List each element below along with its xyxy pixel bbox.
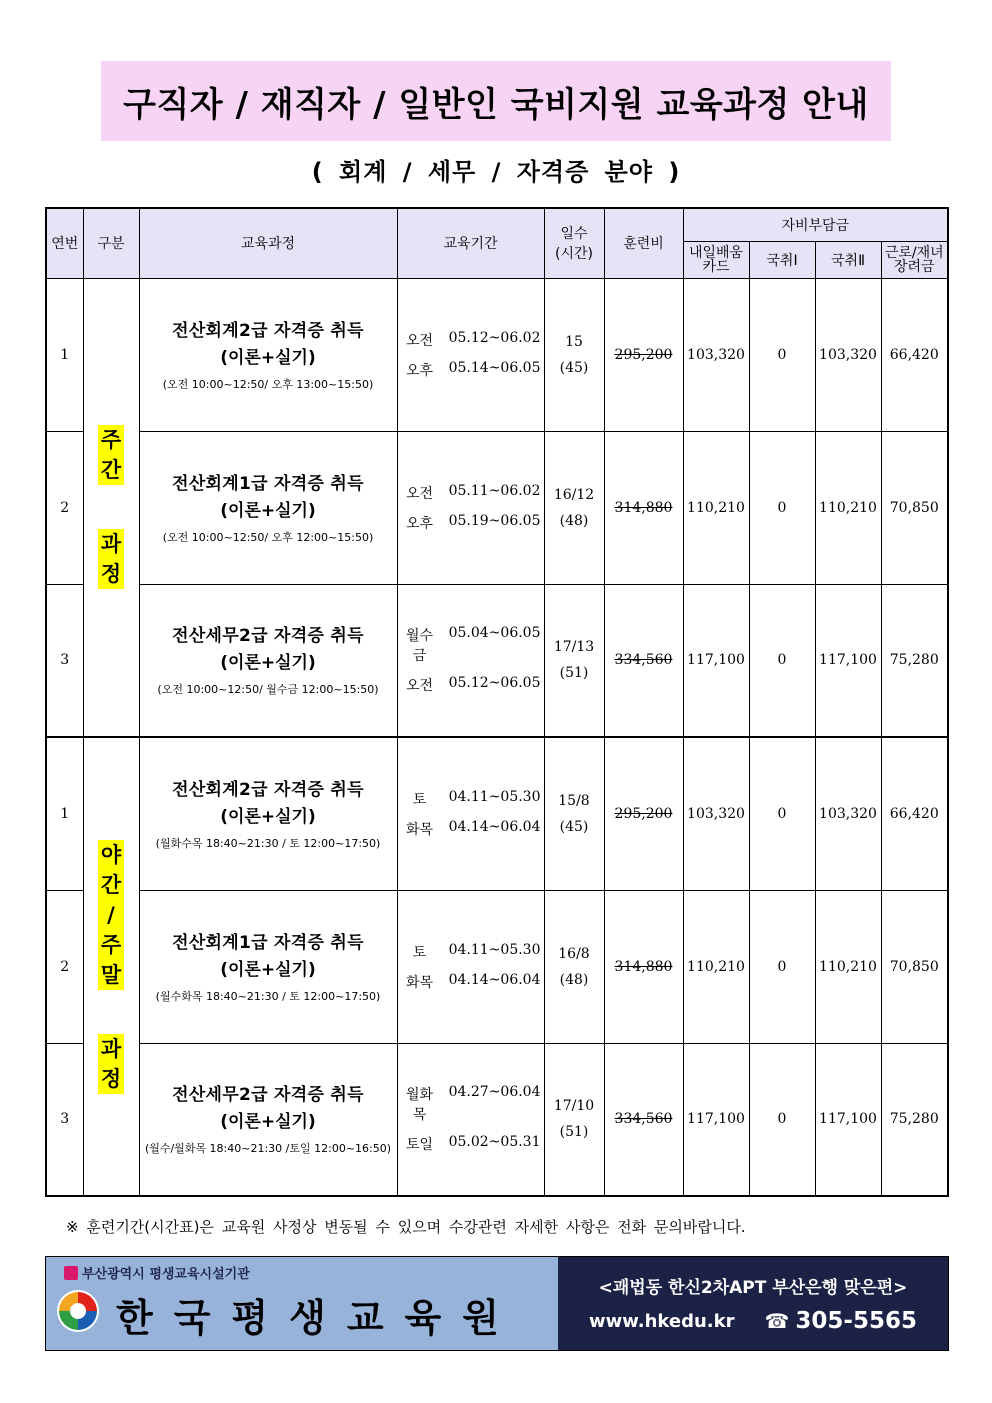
- night_group-char: 과: [98, 1034, 124, 1064]
- course-cell: [139, 278, 397, 431]
- contact-info: [589, 1308, 917, 1334]
- course-name: 전산회계1급 자격증 취득: [172, 932, 364, 953]
- course-subtitle: (이론+실기): [220, 1112, 316, 1133]
- header-days-sub: (시간): [555, 246, 593, 263]
- fee-cell: [604, 1043, 683, 1196]
- k2-value: 110,210: [815, 431, 881, 584]
- course-name: 전산세무2급 자격증 취득: [172, 626, 364, 647]
- period-row: [401, 1134, 541, 1154]
- k1-value: 0: [749, 278, 815, 431]
- header-days-label: 일수: [560, 226, 588, 243]
- work-value: 70,850: [881, 890, 948, 1043]
- days-cell: [544, 890, 604, 1043]
- day_group-char: 정: [98, 559, 124, 589]
- header-card-line2: 카드: [702, 258, 730, 275]
- period-date: 05.04~06.05: [448, 625, 541, 642]
- period-cell: [397, 278, 544, 431]
- fee-value: 334,560: [614, 652, 673, 669]
- fee-cell: [604, 278, 683, 431]
- course-name: 전산회계2급 자격증 취득: [172, 779, 364, 800]
- course-subtitle: (이론+실기): [220, 347, 316, 368]
- work-value: 66,420: [881, 278, 948, 431]
- period-list: [398, 330, 544, 380]
- days-cell: [544, 737, 604, 890]
- days-list: [545, 639, 604, 681]
- header-course: 교육과정: [139, 208, 397, 278]
- period-date: 04.27~06.04: [448, 1084, 541, 1101]
- period-row: [401, 675, 541, 695]
- k1-value: 0: [749, 890, 815, 1043]
- day_group-label: [98, 425, 124, 589]
- night_group-label: [98, 840, 124, 1094]
- days-value: 17/13: [553, 639, 595, 656]
- footer-right: [558, 1257, 948, 1350]
- card-value: 110,210: [683, 431, 749, 584]
- period-row: [401, 483, 541, 503]
- period-list: [398, 625, 544, 695]
- period-row: [401, 330, 541, 350]
- night_group-char: 주: [98, 930, 124, 960]
- period-label: 오전: [406, 485, 434, 502]
- footer-left: [46, 1257, 558, 1350]
- organization-name: 한국평생교육원: [116, 1296, 520, 1340]
- hours-value: (45): [559, 818, 589, 835]
- course-time: (오전 10:00~12:50/ 오후 13:00~15:50): [162, 377, 374, 391]
- table-row: [46, 737, 948, 890]
- period-date: 04.11~05.30: [448, 788, 541, 805]
- period-date: 05.11~06.02: [448, 482, 541, 499]
- course-name: 전산회계2급 자격증 취득: [172, 320, 364, 341]
- header-work-line1: 근로/재녀: [884, 244, 944, 261]
- fee-value: 295,200: [614, 805, 673, 822]
- period-date: 05.02~05.31: [448, 1134, 541, 1151]
- days-list: [545, 334, 604, 376]
- days-cell: [544, 1043, 604, 1196]
- period-label: 월수금: [406, 628, 434, 665]
- period-row: [401, 789, 541, 809]
- phone-icon: ☎: [764, 1309, 790, 1333]
- day_group-char: 주: [98, 425, 124, 455]
- period-date: 04.14~06.04: [448, 818, 541, 835]
- period-list: [398, 942, 544, 992]
- card-value: 110,210: [683, 890, 749, 1043]
- phone-text: 305-5565: [795, 1308, 917, 1334]
- period-row: [401, 513, 541, 533]
- fee-cell: [604, 584, 683, 737]
- row-number: 3: [46, 584, 83, 737]
- hours-value: (48): [559, 512, 589, 529]
- title-banner: [101, 61, 891, 141]
- row-number: 2: [46, 890, 83, 1043]
- course-time: (월수화목 18:40~21:30 / 토 12:00~17:50): [155, 989, 381, 1003]
- table-row: [46, 584, 948, 737]
- fee-value: 314,880: [614, 958, 673, 975]
- hours-value: (48): [559, 971, 589, 988]
- row-number: 2: [46, 431, 83, 584]
- table-row: [46, 890, 948, 1043]
- table-row: [46, 1043, 948, 1196]
- phone-number[interactable]: [764, 1308, 917, 1334]
- table-row: [46, 431, 948, 584]
- course-cell: [139, 584, 397, 737]
- institute-logo-icon: [56, 1289, 100, 1333]
- card-value: 117,100: [683, 1043, 749, 1196]
- header-period: 교육기간: [397, 208, 544, 278]
- period-list: [398, 789, 544, 839]
- row-number: 1: [46, 737, 83, 890]
- course-name: 전산회계1급 자격증 취득: [172, 473, 364, 494]
- course-cell: [139, 890, 397, 1043]
- header-category: 구분: [83, 208, 139, 278]
- course-subtitle: (이론+실기): [220, 653, 316, 674]
- night_group-char: 말: [98, 960, 124, 990]
- work-value: 70,850: [881, 431, 948, 584]
- hours-value: (45): [559, 359, 589, 376]
- course-cell: [139, 1043, 397, 1196]
- course-name: 전산세무2급 자격증 취득: [172, 1085, 364, 1106]
- k2-value: 103,320: [815, 278, 881, 431]
- period-date: 05.12~06.02: [448, 329, 541, 346]
- course-subtitle: (이론+실기): [220, 806, 316, 827]
- fee-value: 295,200: [614, 346, 673, 363]
- header-work: [881, 241, 948, 278]
- header-card: [683, 241, 749, 278]
- row-number: 1: [46, 278, 83, 431]
- course-time: (월화수목 18:40~21:30 / 토 12:00~17:50): [155, 836, 381, 850]
- course-time: (월수/월화목 18:40~21:30 /토일 12:00~16:50): [144, 1142, 392, 1156]
- header-card-line1: 내일배움: [688, 244, 744, 261]
- website-link[interactable]: www.hkedu.kr: [589, 1310, 735, 1332]
- days-value: 16/12: [553, 486, 595, 503]
- card-value: 103,320: [683, 278, 749, 431]
- period-cell: [397, 584, 544, 737]
- days-cell: [544, 431, 604, 584]
- period-label: 오전: [406, 678, 434, 695]
- days-value: 15/8: [558, 792, 590, 809]
- night_group-char: 간: [98, 870, 124, 900]
- address-text: <괘법동 한신2차APT 부산은행 맞은편>: [598, 1278, 908, 1298]
- course-subtitle: (이론+실기): [220, 500, 316, 521]
- period-date: 04.11~05.30: [448, 941, 541, 958]
- k1-value: 0: [749, 431, 815, 584]
- k1-value: 0: [749, 737, 815, 890]
- k2-value: 117,100: [815, 1043, 881, 1196]
- fee-cell: [604, 737, 683, 890]
- k2-value: 103,320: [815, 737, 881, 890]
- period-cell: [397, 737, 544, 890]
- header-days: [544, 208, 604, 278]
- period-label: 오후: [406, 362, 434, 379]
- period-label: 토: [412, 791, 427, 808]
- period-label: 화목: [406, 821, 434, 838]
- busan-logo-icon: [64, 1266, 78, 1280]
- period-row: [401, 360, 541, 380]
- header-copay: 자비부담금: [683, 208, 948, 241]
- days-cell: [544, 584, 604, 737]
- period-date: 05.12~06.05: [448, 675, 541, 692]
- fee-value: 314,880: [614, 499, 673, 516]
- days-cell: [544, 278, 604, 431]
- night_group-char: /: [98, 900, 124, 930]
- k1-value: 0: [749, 1043, 815, 1196]
- period-row: [401, 819, 541, 839]
- period-cell: [397, 431, 544, 584]
- period-label: 화목: [406, 974, 434, 991]
- days-value: 17/10: [553, 1098, 595, 1115]
- work-value: 75,280: [881, 1043, 948, 1196]
- work-value: 66,420: [881, 737, 948, 890]
- fee-cell: [604, 431, 683, 584]
- notice-text: ※ 훈련기간(시간표)은 교육원 사정상 변동될 수 있으며 수강관련 자세한 사항은 전화 문의바랍니다.: [66, 1218, 746, 1236]
- header-k2: 국취Ⅱ: [815, 241, 881, 278]
- work-value: 75,280: [881, 584, 948, 737]
- page-subtitle: ( 회계 / 세무 / 자격증 분야 ): [311, 158, 681, 186]
- header-k1: 국취Ⅰ: [749, 241, 815, 278]
- card-value: 117,100: [683, 584, 749, 737]
- course-time: (오전 10:00~12:50/ 오후 12:00~15:50): [162, 530, 374, 544]
- days-list: [545, 946, 604, 988]
- agency-text: 부산광역시 평생교육시설기관: [82, 1267, 250, 1282]
- period-label: 오후: [406, 515, 434, 532]
- period-date: 05.14~06.05: [448, 359, 541, 376]
- day_group-char: 과: [98, 529, 124, 559]
- course-cell: [139, 737, 397, 890]
- period-label: 토: [412, 944, 427, 961]
- period-row: [401, 942, 541, 962]
- period-label: 토일: [406, 1137, 434, 1154]
- days-list: [545, 793, 604, 835]
- k2-value: 110,210: [815, 890, 881, 1043]
- header-work-line2: 장려금: [893, 258, 935, 275]
- hours-value: (51): [559, 1124, 589, 1141]
- day_group-char: 간: [98, 455, 124, 485]
- days-list: [545, 1098, 604, 1140]
- night-course-group: [83, 737, 139, 1196]
- period-cell: [397, 1043, 544, 1196]
- agency-label: [64, 1263, 250, 1282]
- night_group-char: 야: [98, 840, 124, 870]
- period-row: [401, 972, 541, 992]
- k1-value: 0: [749, 584, 815, 737]
- header-fee: 훈련비: [604, 208, 683, 278]
- course-cell: [139, 431, 397, 584]
- period-date: 05.19~06.05: [448, 512, 541, 529]
- card-value: 103,320: [683, 737, 749, 890]
- period-row: [401, 625, 541, 665]
- night_group-char: 정: [98, 1064, 124, 1094]
- row-number: 3: [46, 1043, 83, 1196]
- days-value: 15: [565, 333, 583, 350]
- page-title: 구직자 / 재직자 / 일반인 국비지원 교육과정 안내: [123, 84, 869, 125]
- fee-cell: [604, 890, 683, 1043]
- days-list: [545, 487, 604, 529]
- header-no: 연번: [46, 208, 83, 278]
- fee-value: 334,560: [614, 1111, 673, 1128]
- k2-value: 117,100: [815, 584, 881, 737]
- course-time: (오전 10:00~12:50/ 월수금 12:00~15:50): [157, 683, 379, 697]
- day-course-group: [83, 278, 139, 737]
- period-label: 월화목: [406, 1087, 434, 1124]
- period-label: 오전: [406, 332, 434, 349]
- table-row: [46, 278, 948, 431]
- footer-banner: [45, 1256, 949, 1351]
- period-list: [398, 483, 544, 533]
- days-value: 16/8: [558, 945, 590, 962]
- period-date: 04.14~06.04: [448, 971, 541, 988]
- period-row: [401, 1084, 541, 1124]
- period-cell: [397, 890, 544, 1043]
- hours-value: (51): [559, 665, 589, 682]
- course-table: [45, 207, 949, 1197]
- course-subtitle: (이론+실기): [220, 959, 316, 980]
- period-list: [398, 1084, 544, 1154]
